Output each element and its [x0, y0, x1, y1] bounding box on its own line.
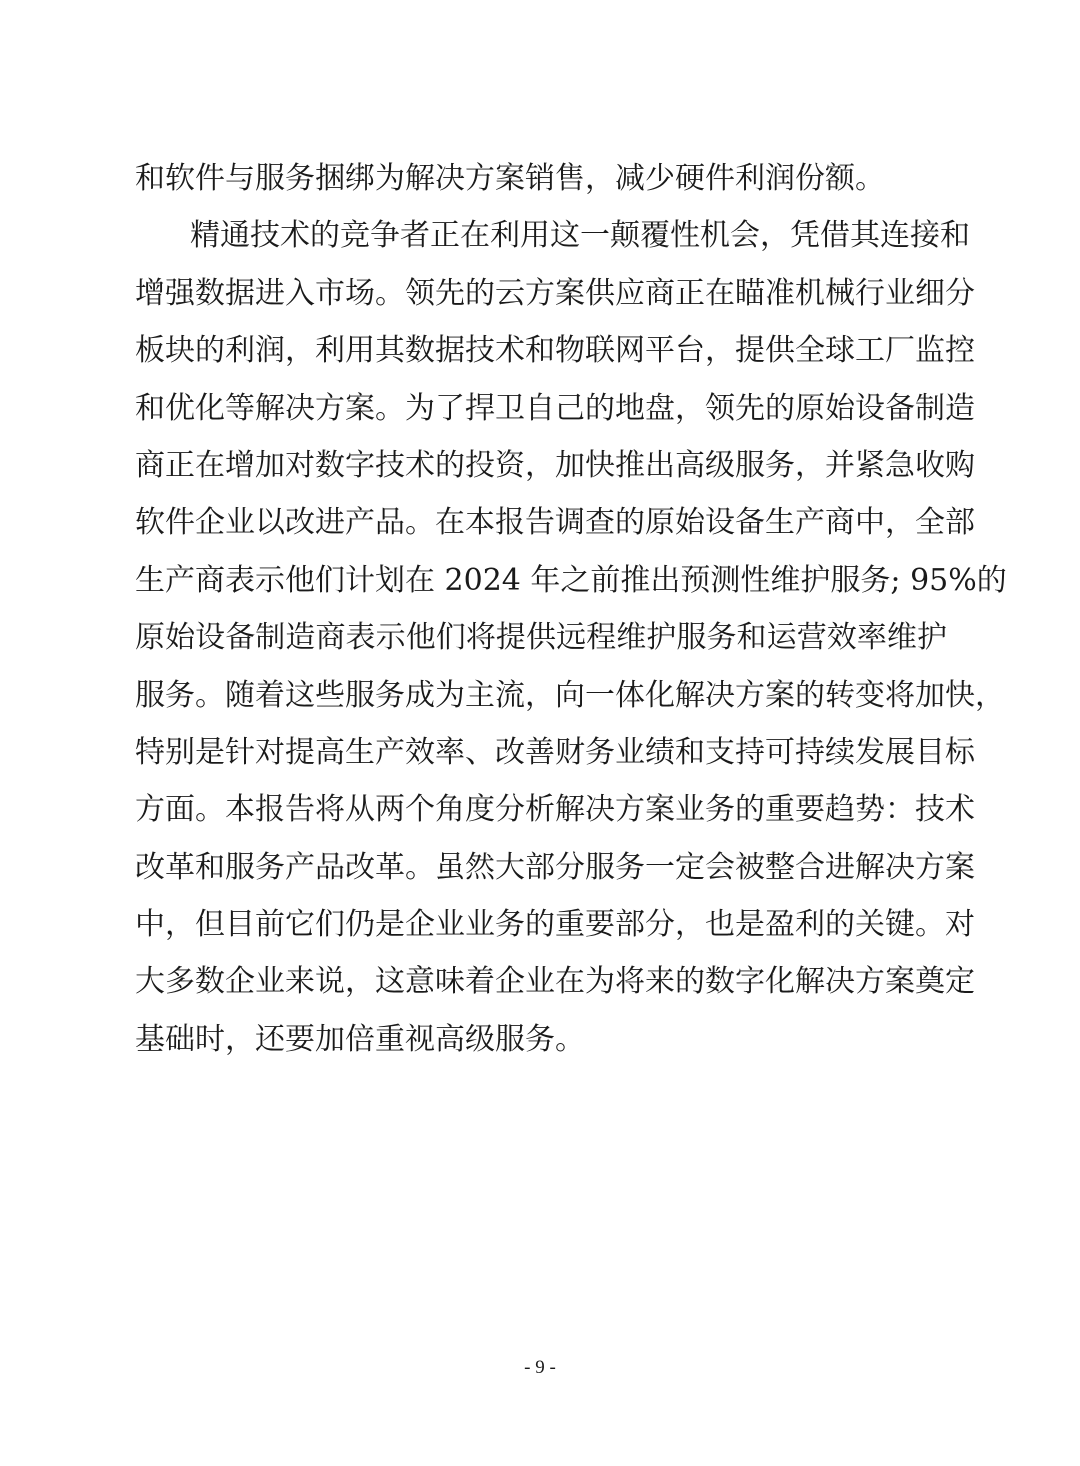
paragraph-1-line-1: 和软件与服务捆绑为解决方案销售，减少硬件利润份额。: [135, 161, 885, 196]
paragraph-2-line-9: 服务。随着这些服务成为主流，向一体化解决方案的转变将加快，: [135, 677, 1005, 713]
paragraph-2-line-3: 板块的利润，利用其数据技术和物联网平台，提供全球工厂监控: [135, 333, 975, 369]
paragraph-2-line-12: 改革和服务产品改革。虽然大部分服务一定会被整合进解决方案: [135, 849, 975, 885]
paragraph-2-line-5: 商正在增加对数字技术的投资，加快推出高级服务，并紧急收购: [135, 447, 975, 483]
page-number: - 9 -: [524, 1357, 556, 1378]
paragraph-2-line-10: 特别是针对提高生产效率、改善财务业绩和支持可持续发展目标: [135, 734, 975, 770]
paragraph-2-line-15: 基础时，还要加倍重视高级服务。: [135, 1021, 585, 1057]
paragraph-2-line-1: 精通技术的竞争者正在利用这一颠覆性机会，凭借其连接和: [190, 218, 970, 254]
paragraph-2-line-14: 大多数企业来说，这意味着企业在为将来的数字化解决方案奠定: [135, 964, 975, 1000]
paragraph-2-line-8: 原始设备制造商表示他们将提供远程维护服务和运营效率维护: [135, 620, 947, 656]
paragraph-2-line-2: 增强数据进入市场。领先的云方案供应商正在瞄准机械行业细分: [135, 275, 975, 311]
body-text: [135, 150, 1007, 1068]
paragraph-2-line-7: 生产商表示他们计划在 2024 年之前推出预测性维护服务; 95%的: [135, 562, 1007, 598]
paragraph-2-line-13: 中，但目前它们仍是企业业务的重要部分，也是盈利的关键。对: [135, 907, 975, 943]
paragraph-2-line-6: 软件企业以改进产品。在本报告调查的原始设备生产商中，全部: [135, 505, 975, 541]
paragraph-2-line-4: 和优化等解决方案。为了捍卫自己的地盘，领先的原始设备制造: [135, 390, 975, 426]
paragraph-2-line-11: 方面。本报告将从两个角度分析解决方案业务的重要趋势：技术: [135, 792, 975, 828]
